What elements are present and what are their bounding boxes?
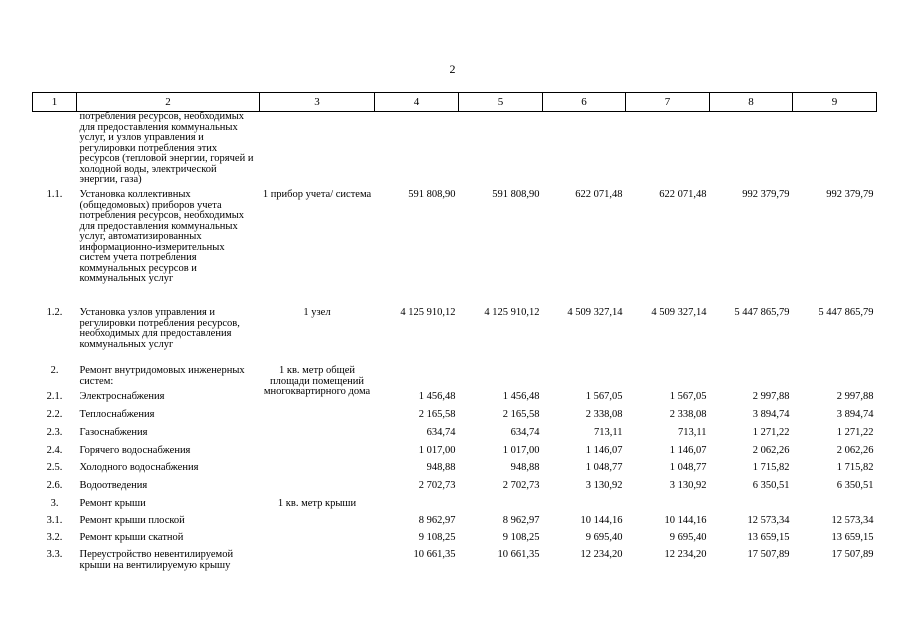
header-col-6: 6 (543, 93, 626, 112)
cell-value (793, 499, 877, 516)
cell-value: 622 071,48 (575, 189, 623, 200)
cell-value (459, 366, 543, 392)
cell-value: 1 715,82 (752, 462, 790, 473)
table-row (33, 366, 877, 392)
cell-value: 10 144,16 (580, 515, 623, 526)
cell-value (543, 499, 626, 516)
cell-value: 8 962,97 (418, 515, 456, 526)
row-number: 1.1. (46, 189, 63, 200)
cell-value: 2 338,08 (669, 409, 707, 420)
cell-value: 13 659,15 (831, 532, 874, 543)
row-name: Газоснабжения (79, 427, 148, 438)
cell-value: 6 350,51 (752, 480, 790, 491)
table-row (33, 308, 877, 366)
row-number: 1.2. (46, 307, 63, 318)
cell-value: 4 509 327,14 (567, 307, 623, 318)
cell-value: 1 146,07 (585, 445, 623, 456)
cell-value: 10 661,35 (497, 549, 540, 560)
row-unit: 1 кв. метр крыши (277, 498, 357, 509)
cell-value: 2 062,26 (752, 445, 790, 456)
row-name: Переустройство невентилируемой крыши на вентилируемую крышу (79, 549, 234, 571)
cell-value: 17 507,89 (831, 549, 874, 560)
cell-value: 9 695,40 (585, 532, 623, 543)
header-col-8: 8 (710, 93, 793, 112)
row-name: Холодного водоснабжения (79, 462, 199, 473)
row-name: Установка узлов управления и регулировки потребления ресурсов, необходимых для предоставления коммунальных услуг (79, 307, 240, 350)
cell-value: 1 017,00 (418, 445, 456, 456)
cell-value: 9 108,25 (502, 532, 540, 543)
cell-value: 2 997,88 (752, 391, 790, 402)
cell-value: 1 715,82 (836, 462, 874, 473)
cell-value: 1 456,48 (418, 391, 456, 402)
table-row (33, 516, 877, 533)
continuation-row (33, 112, 877, 191)
cell-value: 1 048,77 (585, 462, 623, 473)
cell-value: 3 894,74 (836, 409, 874, 420)
header-col-4: 4 (375, 93, 459, 112)
cell-value: 634,74 (426, 427, 456, 438)
table-row (33, 463, 877, 481)
cell-value: 1 271,22 (836, 427, 874, 438)
cell-value: 5 447 865,79 (818, 307, 874, 318)
row-name: Ремонт крыши скатной (79, 532, 184, 543)
cell-value: 5 447 865,79 (734, 307, 790, 318)
cell-value: 634,74 (510, 427, 540, 438)
header-col-1: 1 (33, 93, 77, 112)
cell-value (710, 366, 793, 392)
cell-value (375, 499, 459, 516)
row-number: 2.4. (46, 445, 63, 456)
cell-value: 6 350,51 (836, 480, 874, 491)
row-unit: 1 узел (303, 307, 331, 318)
cell-value: 1 048,77 (669, 462, 707, 473)
table-row (33, 190, 877, 308)
cell-value: 3 130,92 (585, 480, 623, 491)
cell-value: 713,11 (594, 427, 623, 438)
cell-value: 1 271,22 (752, 427, 790, 438)
continuation-text: потребления ресурсов, необходимых для предоставления коммунальных услуг, и узлов управления и регулировки потребления этих ресурсов (тепловой энергии, горячей и холодной воды, электрической энергии, газа) (79, 111, 254, 185)
row-name: Теплоснабжения (79, 409, 155, 420)
header-col-5: 5 (459, 93, 543, 112)
row-number: 2.1. (46, 391, 63, 402)
cell-value: 948,88 (510, 462, 540, 473)
row-number: 3. (50, 498, 59, 509)
cell-value: 10 144,16 (664, 515, 707, 526)
cost-table (32, 92, 877, 584)
row-name: Ремонт крыши плоской (79, 515, 185, 526)
cell-value: 8 962,97 (502, 515, 540, 526)
row-unit: 1 прибор учета/ система (262, 189, 372, 200)
cell-value: 992 379,79 (742, 189, 790, 200)
table-row (33, 392, 877, 410)
cell-value: 2 997,88 (836, 391, 874, 402)
header-col-3: 3 (260, 93, 375, 112)
cell-value: 10 661,35 (413, 549, 456, 560)
cell-value: 1 017,00 (502, 445, 540, 456)
cell-value: 992 379,79 (826, 189, 874, 200)
row-number: 2. (50, 365, 59, 376)
cell-value: 4 125 910,12 (400, 307, 456, 318)
cell-value: 2 702,73 (418, 480, 456, 491)
table-row (33, 550, 877, 584)
row-number: 2.6. (46, 480, 63, 491)
cell-value: 3 894,74 (752, 409, 790, 420)
cell-value: 2 338,08 (585, 409, 623, 420)
row-name: Водоотведения (79, 480, 148, 491)
row-number: 3.2. (46, 532, 63, 543)
row-unit: 1 кв. метр общей площади помещений многоквартирного дома (263, 365, 371, 397)
cell-value: 713,11 (678, 427, 707, 438)
table-row (33, 533, 877, 550)
header-col-9: 9 (793, 93, 877, 112)
cell-value: 2 702,73 (502, 480, 540, 491)
cell-value (459, 499, 543, 516)
cell-value: 12 234,20 (580, 549, 623, 560)
cell-value: 1 146,07 (669, 445, 707, 456)
row-name: Горячего водоснабжения (79, 445, 191, 456)
cell-value: 1 456,48 (502, 391, 540, 402)
cell-value (710, 499, 793, 516)
cell-value: 3 130,92 (669, 480, 707, 491)
cell-value: 4 125 910,12 (484, 307, 540, 318)
cell-value (626, 499, 710, 516)
cell-value: 17 507,89 (747, 549, 790, 560)
page-number: 2 (449, 62, 456, 76)
cell-value: 9 695,40 (669, 532, 707, 543)
cell-value: 12 234,20 (664, 549, 707, 560)
table-row (33, 481, 877, 499)
table-row (33, 499, 877, 516)
cell-value: 948,88 (426, 462, 456, 473)
cell-value: 1 567,05 (669, 391, 707, 402)
table-row (33, 428, 877, 446)
row-name: Ремонт крыши (79, 498, 146, 509)
row-name: Установка коллективных (общедомовых) приборов учета потребления ресурсов, необходимых для предоставления коммунальных услуг, автоматизированных информационно-измерительных систем учета потребления коммунальных ресурсов и коммунальных услуг (79, 189, 245, 284)
cell-value: 12 573,34 (831, 515, 874, 526)
header-col-7: 7 (626, 93, 710, 112)
row-number: 3.1. (46, 515, 63, 526)
cell-value: 4 509 327,14 (651, 307, 707, 318)
table-header (33, 93, 877, 112)
cell-value: 2 165,58 (418, 409, 456, 420)
cell-value: 591 808,90 (492, 189, 540, 200)
row-number: 2.2. (46, 409, 63, 420)
cell-value (375, 366, 459, 392)
row-number: 2.3. (46, 427, 63, 438)
row-number: 3.3. (46, 549, 63, 560)
cell-value: 591 808,90 (408, 189, 456, 200)
cell-value: 622 071,48 (659, 189, 707, 200)
cell-value (793, 366, 877, 392)
cell-value: 2 062,26 (836, 445, 874, 456)
cell-value: 12 573,34 (747, 515, 790, 526)
row-name: Ремонт внутридомовых инженерных систем: (79, 365, 245, 387)
cell-value (543, 366, 626, 392)
table-row (33, 410, 877, 428)
cell-value: 1 567,05 (585, 391, 623, 402)
cell-value: 2 165,58 (502, 409, 540, 420)
header-col-2: 2 (77, 93, 260, 112)
table-row (33, 446, 877, 463)
row-number: 2.5. (46, 462, 63, 473)
cell-value: 13 659,15 (747, 532, 790, 543)
row-name: Электроснабжения (79, 391, 165, 402)
cell-value: 9 108,25 (418, 532, 456, 543)
cell-value (626, 366, 710, 392)
